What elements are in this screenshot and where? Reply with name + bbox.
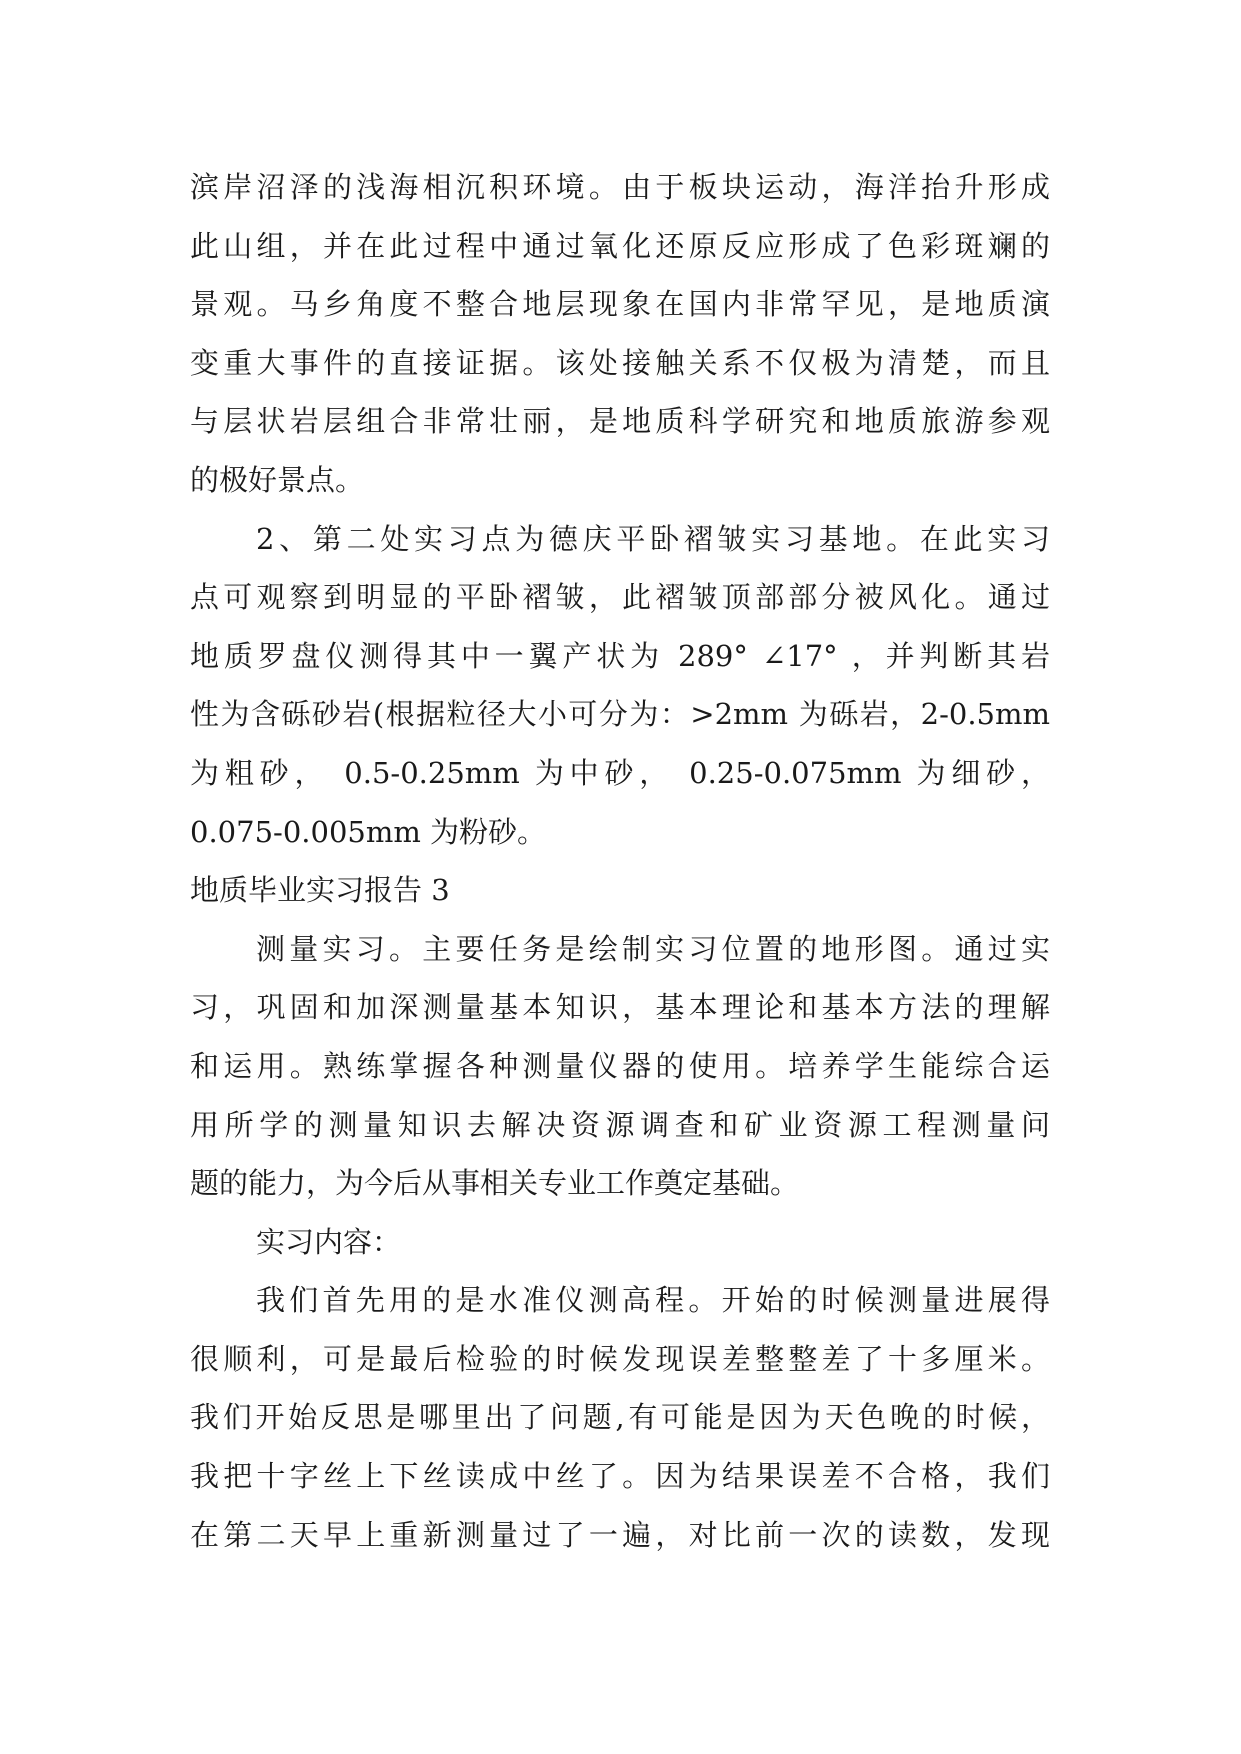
text-line: 用所学的测量知识去解决资源调查和矿业资源工程测量问 bbox=[190, 1107, 1050, 1142]
text-line: 我把十字丝上下丝读成中丝了。因为结果误差不合格，我们 bbox=[190, 1459, 1050, 1494]
text-line: 我们开始反思是哪里出了问题,有可能是因为天色晚的时候， bbox=[190, 1400, 1050, 1435]
text-line: 变重大事件的直接证据。该处接触关系不仅极为清楚，而且 bbox=[190, 345, 1050, 380]
document-body bbox=[190, 158, 1050, 1564]
text-line: 2、第二处实习点为德庆平卧褶皱实习基地。在此实习 bbox=[256, 521, 1050, 556]
text-line: 在第二天早上重新测量过了一遍，对比前一次的读数，发现 bbox=[190, 1517, 1050, 1552]
text-line: 此山组，并在此过程中通过氧化还原反应形成了色彩斑斓的 bbox=[190, 228, 1050, 263]
text-line: 为粗砂， 0.5-0.25mm 为中砂， 0.25-0.075mm 为细砂， bbox=[190, 755, 1050, 790]
text-line: 我们首先用的是水准仪测高程。开始的时候测量进展得 bbox=[256, 1283, 1050, 1318]
text-line: 点可观察到明显的平卧褶皱，此褶皱顶部部分被风化。通过 bbox=[190, 580, 1050, 615]
text-line: 和运用。熟练掌握各种测量仪器的使用。培养学生能综合运 bbox=[190, 1048, 1050, 1083]
text-line: 测量实习。主要任务是绘制实习位置的地形图。通过实 bbox=[256, 931, 1050, 966]
text-line: 的极好景点。 bbox=[190, 462, 365, 497]
section-heading: 地质毕业实习报告 3 bbox=[190, 873, 450, 908]
text-line: 习，巩固和加深测量基本知识，基本理论和基本方法的理解 bbox=[190, 990, 1050, 1025]
text-line: 0.075-0.005mm 为粉砂。 bbox=[190, 814, 547, 849]
text-line: 与层状岩层组合非常壮丽，是地质科学研究和地质旅游参观 bbox=[190, 404, 1050, 439]
text-line: 性为含砾砂岩(根据粒径大小可分为：>2mm 为砾岩，2-0.5mm bbox=[190, 697, 1050, 732]
text-line: 很顺利，可是最后检验的时候发现误差整整差了十多厘米。 bbox=[190, 1341, 1050, 1376]
text-line: 景观。马乡角度不整合地层现象在国内非常罕见，是地质演 bbox=[190, 287, 1050, 322]
text-line: 题的能力，为今后从事相关专业工作奠定基础。 bbox=[190, 1166, 800, 1201]
text-line: 实习内容： bbox=[256, 1224, 402, 1259]
text-line: 滨岸沼泽的浅海相沉积环境。由于板块运动，海洋抬升形成 bbox=[190, 170, 1050, 204]
text-line: 地质罗盘仪测得其中一翼产状为 289° ∠17° ，并判断其岩 bbox=[190, 638, 1050, 673]
